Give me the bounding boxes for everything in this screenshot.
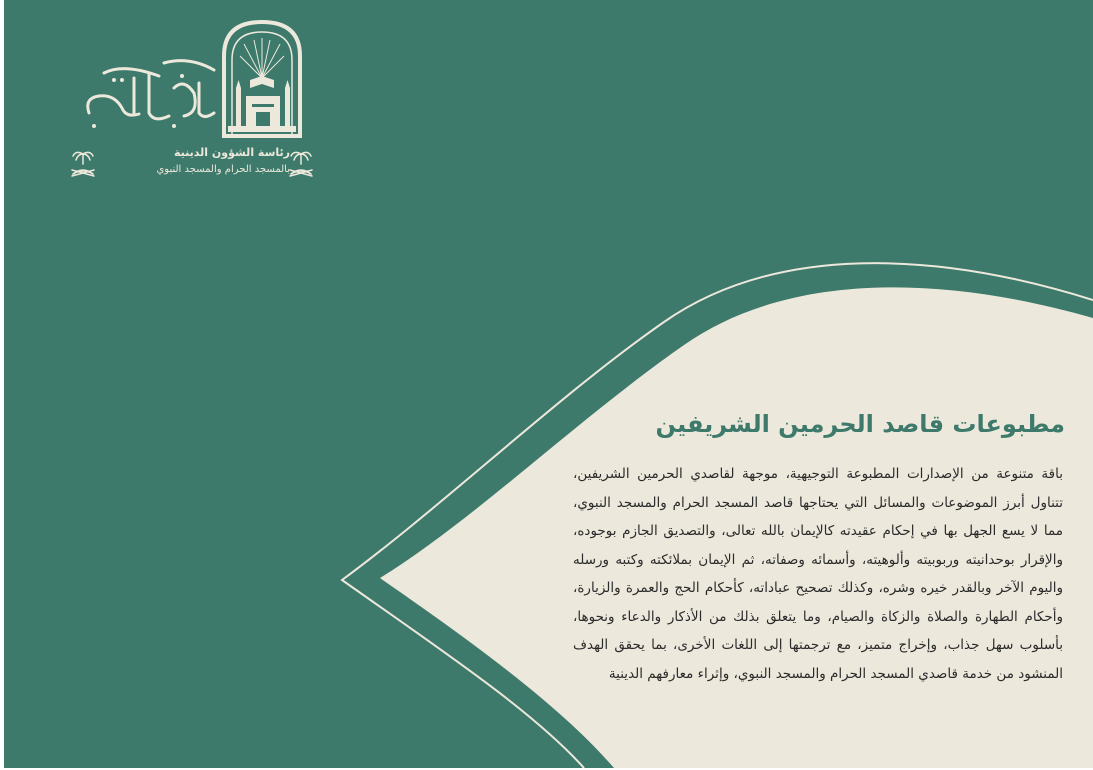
org-name-line-2: بالمسجد الحرام والمسجد النبوي: [156, 164, 290, 175]
saudi-palm-swords-emblem-icon-right: [288, 148, 314, 178]
body-paragraph: باقة متنوعة من الإصدارات المطبوعة التوجيهية، موجهة لقاصدي الحرمين الشريفين، تتناول أبرز الموضوعات والمسائل التي يحتاجها قاصد المسجد الحرام والمسجد النبوي، مما لا يسع الجهل بها في إحكام عقيدته كالإيمان بالله تعالى، والتصديق الجازم بوجوده، والإقرار بوحدانيته وربوبيته وألوهيته، وأسمائه وصفاته، ثم الإيمان بملائكته وكتبه ورسله واليوم الآخر وبالقدر خيره وشره، وكذلك تصحيح عباداته، كأحكام الحج والعمرة والزيارة، وأحكام الطهارة والصلاة والزكاة والصيام، وما يتعلق بذلك من الأذكار والدعاء ونحوها، بأسلوب سهل جذاب، وإخراج متميز، مع ترجمتها إلى اللغات الأخرى، بما يحقق الهدف المنشود من خدمة قاصدي المسجد الحرام والمسجد النبوي، وإثراء معارفهم الدينية: [573, 466, 1063, 682]
logo: [64, 18, 324, 193]
brochure-page: [4, 0, 1093, 768]
wordmark-text: [124, 60, 218, 100]
org-name-line-1: رئاسة الشؤون الدينية: [174, 146, 290, 159]
page-title: مطبوعات قاصد الحرمين الشريفين: [655, 410, 1065, 438]
